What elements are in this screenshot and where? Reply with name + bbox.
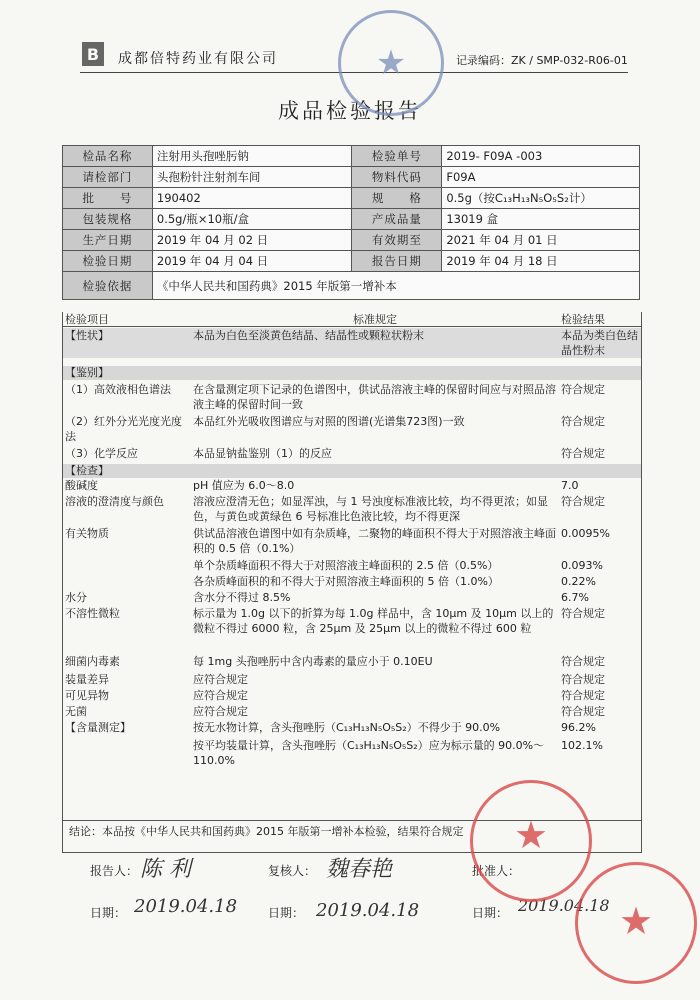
- result-cell: 符合规定: [561, 447, 605, 460]
- item-cell: 无菌: [65, 705, 87, 718]
- item-cell: 水分: [65, 591, 87, 604]
- item-cell: 【含量测定】: [65, 721, 131, 734]
- output-value: 13019 盒: [442, 209, 640, 230]
- inspection-no-label: 检验单号: [352, 146, 442, 167]
- result-cell: 6.7%: [561, 591, 589, 604]
- standard-cell: pH 值应为 6.0～8.0: [193, 479, 295, 492]
- date-label-1: 日期：: [90, 906, 127, 920]
- report-date-value: 2019 年 04 月 18 日: [442, 251, 640, 272]
- batch-label: 批 号: [63, 188, 153, 209]
- prod-date-label: 生产日期: [63, 230, 153, 251]
- svg-text:B: B: [86, 45, 100, 64]
- table-row: [63, 574, 641, 590]
- basis-value: 《中华人民共和国药典》2015 年版第一增补本: [152, 272, 639, 300]
- material-code-label: 物料代码: [352, 167, 442, 188]
- standard-cell: 本品显钠盐鉴别（1）的反应: [193, 447, 332, 460]
- result-cell: 0.093%: [561, 559, 603, 572]
- reporter-label: 报告人：: [90, 864, 139, 878]
- seal-star-icon: ★: [618, 899, 654, 943]
- reporter-signature: 陈 利: [140, 857, 191, 882]
- results-rows: [63, 328, 641, 768]
- dept-label: 请检部门: [63, 167, 153, 188]
- result-cell: 0.0095%: [561, 527, 610, 540]
- spec-label: 规 格: [352, 188, 442, 209]
- standard-cell: 溶液应澄清无色；如显浑浊，与 1 号浊度标准液比较，均不得更浓；如显色，与黄色或黄绿色 6 号标准比色液比较，均不得更深: [193, 495, 548, 523]
- output-label: 产成品量: [352, 209, 442, 230]
- item-cell: 不溶性微粒: [65, 607, 120, 620]
- standard-cell: 在含量测定项下记录的色谱图中，供试品溶液主峰的保留时间应与对照品溶液主峰的保留时间一致: [193, 383, 556, 411]
- page-title: 成品检验报告: [278, 99, 422, 123]
- table-row: [63, 738, 641, 768]
- result-cell: 本品为类白色结晶性粉末: [561, 329, 638, 357]
- result-cell: 符合规定: [561, 705, 605, 718]
- product-info-table: [62, 145, 640, 300]
- package-value: 0.5g/瓶×10瓶/盒: [152, 209, 352, 230]
- dept-value: 头孢粉针注射剂车间: [152, 167, 352, 188]
- item-cell: 有关物质: [65, 527, 109, 540]
- item-cell: （2）红外分光光度光度法: [65, 415, 182, 443]
- date-signature-2: 2019.04.18: [316, 900, 420, 921]
- test-date-label: 检验日期: [63, 251, 153, 272]
- result-cell: 符合规定: [561, 673, 605, 686]
- report-date-label: 报告日期: [352, 251, 442, 272]
- item-cell: （1）高效液相色谱法: [65, 383, 171, 396]
- results-section: [62, 312, 642, 853]
- standard-cell: 供试品溶液色谱图中如有杂质峰，二聚物的峰面积不得大于对照溶液主峰面积的 0.5 倍（0.1%）: [193, 527, 556, 555]
- company-name: 成都倍特药业有限公司: [118, 51, 278, 67]
- table-row: [63, 328, 641, 358]
- col-standard-header: 标准规定: [353, 313, 397, 326]
- result-cell: 7.0: [561, 479, 579, 492]
- supplier-seal-stamp: [575, 862, 697, 984]
- standard-cell: 应符合规定: [193, 673, 248, 686]
- batch-value: 190402: [152, 188, 352, 209]
- table-row: [63, 414, 641, 446]
- expiry-label: 有效期至: [352, 230, 442, 251]
- date-signature-3: 2019.04.18: [518, 896, 610, 915]
- section-checks: 【检查】: [63, 464, 641, 478]
- date-label-2: 日期：: [268, 906, 305, 920]
- standard-cell: 应符合规定: [193, 705, 248, 718]
- results-header: [63, 312, 641, 327]
- prod-date-value: 2019 年 04 月 02 日: [152, 230, 352, 251]
- table-row: [63, 720, 641, 738]
- table-row: [63, 606, 641, 654]
- date-label-3: 日期：: [472, 906, 509, 920]
- standard-cell: 标示量为 1.0g 以下的折算为每 1.0g 样品中，含 10μm 及 10μm 以上的微粒不得过 6000 粒，含 25μm 及 25μm 以上的微粒不得过 600 粒: [193, 607, 554, 635]
- table-row: [63, 526, 641, 558]
- standard-cell: 按平均装量计算，含头孢唑肟（C₁₃H₁₃N₅O₅S₂）应为标示量的 90.0%～110.0%: [193, 739, 545, 767]
- result-cell: 符合规定: [561, 415, 605, 428]
- test-date-value: 2019 年 04 月 04 日: [152, 251, 352, 272]
- standard-cell: 含水分不得过 8.5%: [193, 591, 291, 604]
- col-result-header: 检验结果: [561, 313, 605, 326]
- standard-cell: 应符合规定: [193, 689, 248, 702]
- table-row: [63, 590, 641, 606]
- product-value: 注射用头孢唑肟钠: [152, 146, 352, 167]
- seal-star-icon: ★: [513, 813, 549, 857]
- result-cell: 符合规定: [561, 383, 605, 396]
- result-cell: 96.2%: [561, 721, 596, 734]
- seal-star-icon: ★: [375, 43, 407, 83]
- item-cell: （3）化学反应: [65, 447, 138, 460]
- standard-cell: 各杂质峰面积的和不得大于对照溶液主峰面积的 5 倍（1.0%）: [193, 575, 499, 588]
- result-cell: 0.22%: [561, 575, 596, 588]
- item-cell: 可见异物: [65, 689, 109, 702]
- expiry-value: 2021 年 04 月 01 日: [442, 230, 640, 251]
- package-label: 包装规格: [63, 209, 153, 230]
- spec-value: 0.5g（按C₁₃H₁₃N₅O₅S₂计）: [442, 188, 640, 209]
- item-cell: 细菌内毒素: [65, 655, 120, 668]
- table-row: [63, 494, 641, 526]
- basis-label: 检验依据: [63, 272, 153, 300]
- table-row: [63, 654, 641, 672]
- conclusion: 结论：本品按《中华人民共和国药典》2015 年版第一增补本检验，结果符合规定: [63, 820, 641, 852]
- standard-cell: 单个杂质峰面积不得大于对照溶液主峰面积的 2.5 倍（0.5%）: [193, 559, 499, 572]
- table-row: [63, 478, 641, 494]
- item-cell: 【性状】: [65, 329, 109, 342]
- reviewer-signature: 魏春艳: [326, 857, 393, 882]
- table-row: [63, 446, 641, 464]
- standard-cell: 本品红外光吸收图谱应与对照的图谱(光谱集723图)一致: [193, 415, 465, 428]
- record-code: 记录编码：ZK / SMP-032-R06-01: [456, 54, 628, 67]
- table-row: [63, 704, 641, 720]
- reviewer-label: 复核人：: [268, 864, 317, 878]
- section-identification: 【鉴别】: [63, 366, 641, 380]
- company-logo-icon: [80, 40, 106, 68]
- date-signature-1: 2019.04.18: [134, 896, 238, 917]
- approver-label: 批准人：: [472, 864, 521, 878]
- standard-cell: 本品为白色至淡黄色结晶、结晶性或颗粒状粉末: [193, 329, 424, 342]
- company-seal-stamp: [338, 10, 444, 116]
- table-row: [63, 382, 641, 414]
- result-cell: 符合规定: [561, 655, 605, 668]
- item-cell: 装量差异: [65, 673, 109, 686]
- product-label: 检品名称: [63, 146, 153, 167]
- result-cell: 102.1%: [561, 739, 603, 752]
- col-item-header: 检验项目: [65, 313, 109, 326]
- result-cell: 符合规定: [561, 689, 605, 702]
- item-cell: 溶液的澄清度与颜色: [65, 495, 164, 508]
- result-cell: 符合规定: [561, 607, 605, 620]
- table-row: [63, 672, 641, 688]
- table-row: [63, 688, 641, 704]
- inspection-no-value: 2019- F09A -003: [442, 146, 640, 167]
- material-code-value: F09A: [442, 167, 640, 188]
- table-row: [63, 558, 641, 574]
- result-cell: 符合规定: [561, 495, 605, 508]
- standard-cell: 每 1mg 头孢唑肟中含内毒素的量应小于 0.10EU: [193, 655, 433, 668]
- qc-seal-stamp: [470, 780, 592, 902]
- item-cell: 酸碱度: [65, 479, 98, 492]
- standard-cell: 按无水物计算，含头孢唑肟（C₁₃H₁₃N₅O₅S₂）不得少于 90.0%: [193, 721, 501, 734]
